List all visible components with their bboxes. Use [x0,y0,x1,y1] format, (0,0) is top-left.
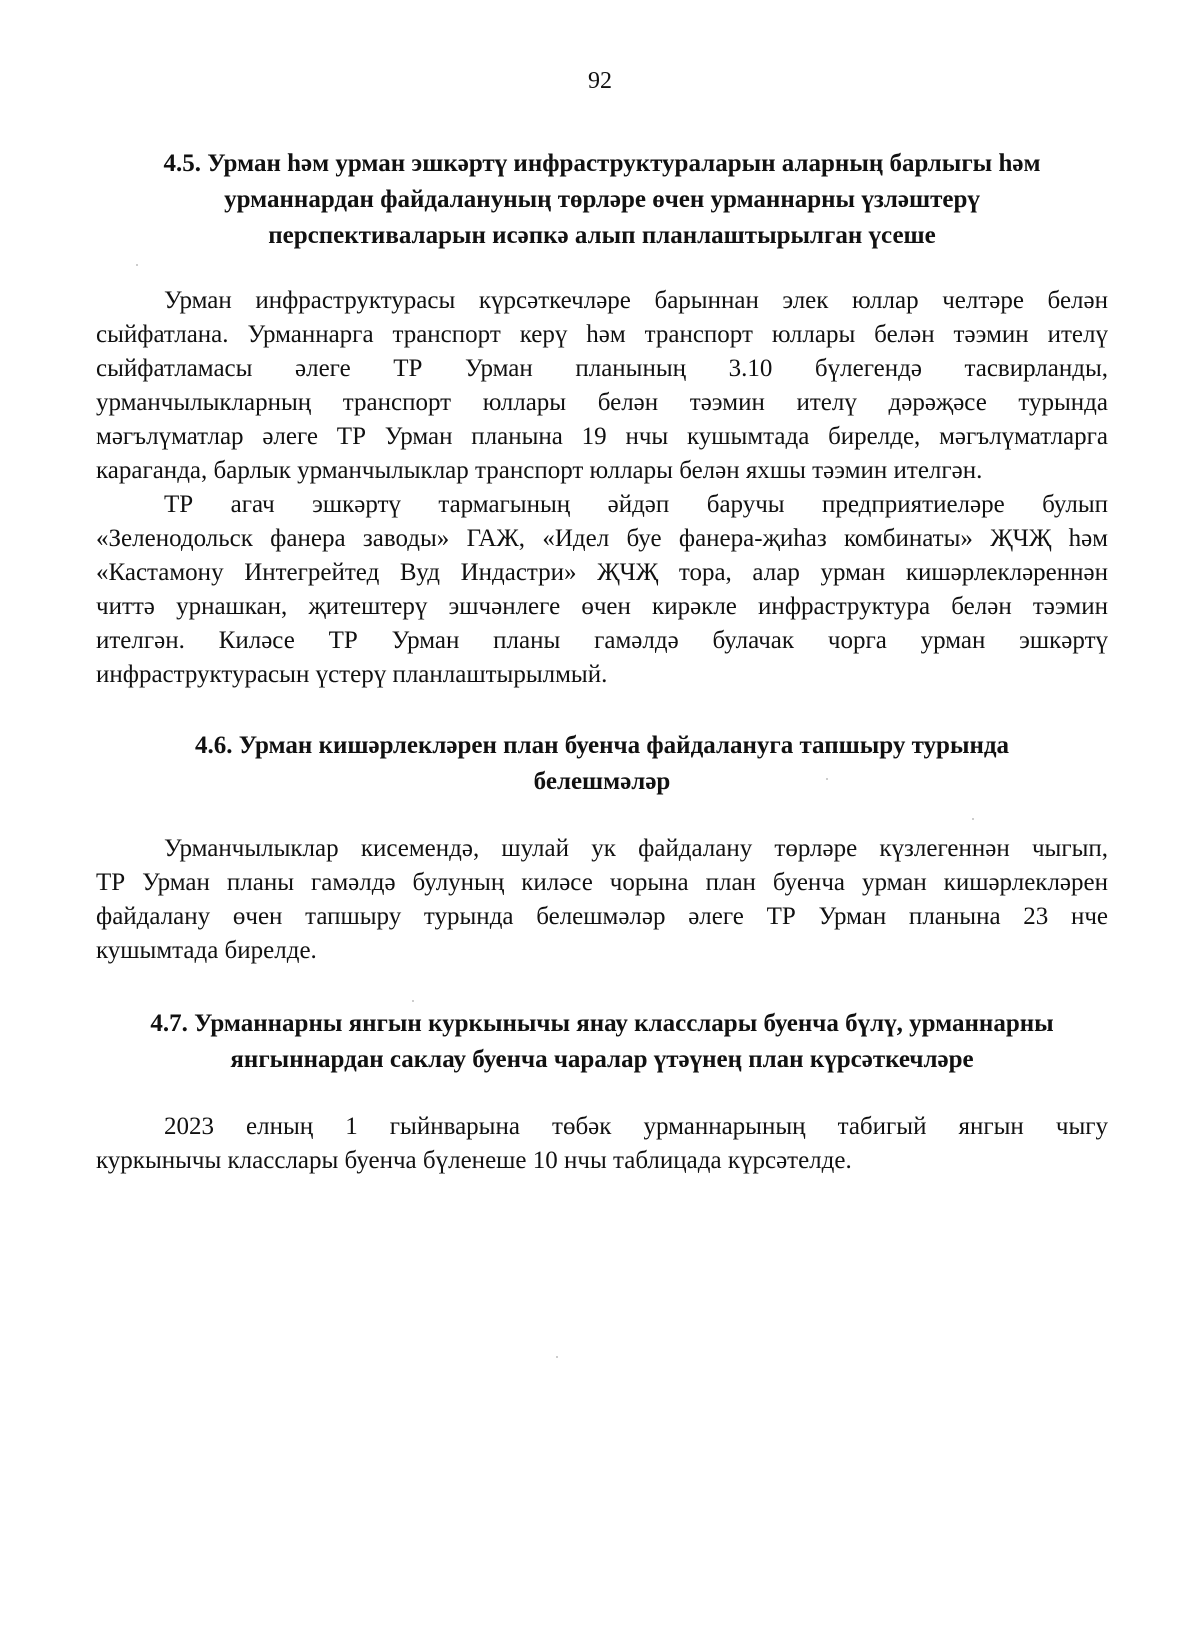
paragraph-line: инфраструктурасын үстерү планлаштырылмый. [96,661,608,688]
paragraph-line: куркынычы класслары буенча бүленеше 10 нчы таблицада күрсәтелде. [96,1147,852,1174]
heading-line: урманнардан файдалануның төрләре өчен урманнарны үзләштерү [224,186,980,213]
page-number: 92 [588,68,612,94]
scan-speck [556,1356,558,1358]
paragraph-line: «Кастамону Интегрейтед Вуд Индастри» ҖЧҖ тора, алар урман кишәрлекләреннән [96,559,1108,586]
heading-line: белешмәләр [533,768,671,795]
paragraph-line: сыйфатламасы әлеге ТР Урман планының 3.10 бүлегендә тасвирланды, [96,355,1108,382]
scan-speck [136,264,138,266]
paragraph-line: урманчылыкларның транспорт юллары белән тәэмин ителү дәрәҗәсе турында [96,389,1108,416]
paragraph-line: Урманчылыклар кисемендә, шулай ук файдалану төрләре күзлегеннән чыгып, [164,835,1108,862]
heading-line: 4.5. Урман һәм урман эшкәртү инфраструктураларын аларның барлыгы һәм [163,150,1041,177]
paragraph-line: файдалану өчен тапшыру турында белешмәләр әлеге ТР Урман планына 23 нче [96,903,1108,930]
section-4-7-paragraph-1 [96,1110,1108,1178]
scan-speck [972,818,974,820]
section-4-7-heading [96,1006,1108,1078]
paragraph-line: ителгән. Киләсе ТР Урман планы гамәлдә булачак чорга урман эшкәртү [96,627,1108,654]
paragraph-line: «Зеленодольск фанера заводы» ГАЖ, «Идел буе фанера-җиһаз комбинаты» ҖЧҖ һәм [96,525,1108,552]
section-4-5-paragraph-2 [96,488,1108,692]
paragraph-line: ТР агач эшкәртү тармагының әйдәп баручы предприятиеләре булып [164,491,1108,518]
paragraph-line: читтә урнашкан, җитештерү эшчәнлеге өчен кирәкле инфраструктура белән тәэмин [96,593,1108,620]
scan-speck [826,778,828,780]
paragraph-line: кушымтада бирелде. [96,937,317,964]
heading-line: 4.7. Урманнарны янгын куркынычы янау класслары буенча бүлү, урманнарны [150,1010,1054,1037]
section-4-6-paragraph-1 [96,832,1108,968]
paragraph-line: Урман инфраструктурасы күрсәткечләре барыннан элек юллар челтәре белән [164,287,1108,314]
scan-speck [412,1000,414,1002]
paragraph-line: 2023 елның 1 гыйнварына төбәк урманнарының табигый янгын чыгу [164,1113,1108,1140]
paragraph-line: ТР Урман планы гамәлдә булуның киләсе чорына план буенча урман кишәрлекләрен [96,869,1108,896]
section-4-6-heading [96,728,1108,800]
section-4-5-heading [96,146,1108,254]
paragraph-line: сыйфатлана. Урманнарга транспорт керү һәм транспорт юллары белән тәэмин ителү [96,321,1108,348]
heading-line: янгыннардан саклау буенча чаралар үтәүнең план күрсәткечләре [230,1046,974,1073]
paragraph-line: мәгълүматлар әлеге ТР Урман планына 19 нчы кушымтада бирелде, мәгълүматларга [96,423,1108,450]
heading-line: перспективаларын исәпкә алып планлаштырылган үсеше [268,222,936,249]
paragraph-line: караганда, барлык урманчылыклар транспорт юллары белән яхшы тәэмин ителгән. [96,457,983,484]
section-4-5-paragraph-1 [96,284,1108,488]
heading-line: 4.6. Урман кишәрлекләрен план буенча файдалануга тапшыру турында [194,732,1010,759]
